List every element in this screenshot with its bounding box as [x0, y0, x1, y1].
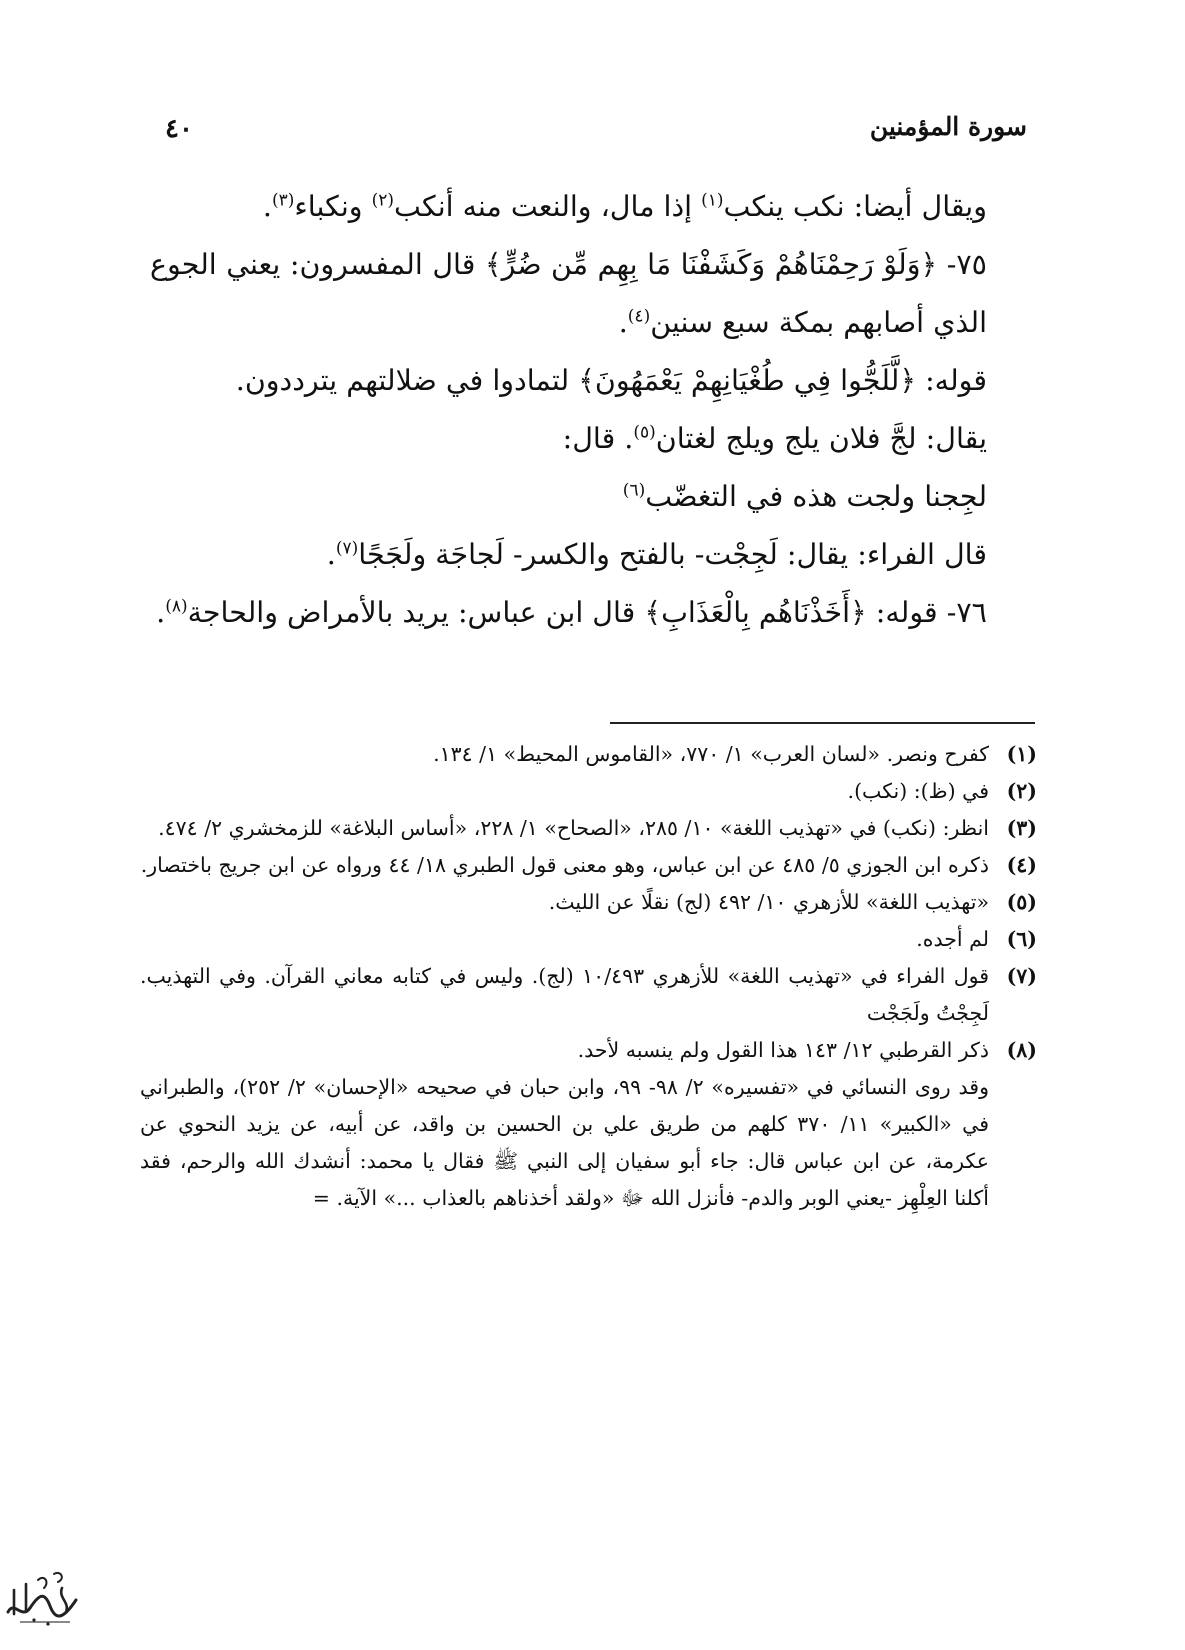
footnote	[140, 847, 1037, 884]
footnote-text: لم أجده.	[916, 927, 989, 951]
paragraph: يقال: لجَّ فلان يلج ويلج لغتان$^{(٥)}$. قال:	[562, 422, 987, 455]
main-text	[150, 178, 1035, 642]
paragraph: قال الفراء: يقال: لَجِجْت- بالفتح والكسر- لَجاجَة ولَجَجًا$^{(٧)}$.	[326, 538, 987, 571]
footnote	[140, 736, 1037, 773]
paragraph: ويقال أيضا: نكب ينكب$^{(١)}$ إذا مال، والنعت منه أنكب$^{(٢)}$ ونكباء$^{(٣)}$.	[262, 190, 987, 223]
footnote-ref[interactable]: (٤)	[627, 306, 651, 327]
continuation-mark: =	[312, 1186, 330, 1210]
footnote-number: (٣)	[1006, 816, 1037, 840]
footnote-text: «تهذيب اللغة» للأزهري ١٠/ ٤٩٢ (لج) نقلًا عن الليث.	[548, 890, 989, 914]
footnote-ref[interactable]: (٣)	[271, 190, 295, 211]
footnotes	[140, 736, 1037, 1217]
poetry-line: لجِجنا ولجت هذه في التغضّب$^{(٦)}$	[622, 480, 987, 513]
footnote-number: (٦)	[1006, 927, 1037, 951]
footnote-number: (٢)	[1006, 779, 1037, 803]
paragraph: ٧٥- ﴿وَلَوْ رَحِمْنَاهُمْ وَكَشَفْنَا مَا بِهِم مِّن ضُرٍّ﴾ قال المفسرون: يعني الجوع الذي أصابهم بمكة سبع سنين$^{(٤)}$.	[150, 248, 987, 339]
footnote-text: قول الفراء في «تهذيب اللغة» للأزهري ١٠/٤٩٣ (لج). وليس في كتابه معاني القرآن. وفي التهذيب. لَجِجْتُ ولَجَجْت	[140, 964, 990, 1025]
footnote-text: ذكره ابن الجوزي ٥/ ٤٨٥ عن ابن عباس، وهو معنى قول الطبري ١٨/ ٤٤ ورواه عن ابن جريج باختصار.	[140, 853, 989, 877]
footnote-ref[interactable]: (٢)	[371, 190, 395, 211]
footnote	[140, 810, 1037, 847]
footnote-text: في (ظ): (نكب).	[847, 779, 989, 803]
footnote-number: (١)	[1006, 742, 1037, 766]
footnote	[140, 773, 1037, 810]
footnote-ref[interactable]: (٨)	[165, 596, 188, 617]
footnote-continuation: وقد روى النسائي في «تفسيره» ٢/ ٩٨- ٩٩، وابن حبان في صحيحه «الإحسان» ٢/ ٢٥٢)، والطبراني في «الكبير» ١١/ ٣٧٠ كلهم من طريق علي بن الحسين بن واقد، عن أبيه، عن يزيد النحوي عن عكرمة، عن ابن عباس قال: جاء أبو سفيان إلى النبي ﷺ فقال يا محمد: أنشدك الله والرحم، فقد أكلنا العِلْهِز -يعني الوبر والدم- فأنزل الله ﷻ «ولقد أخذناهم بالعذاب ...» الآية. =	[140, 1069, 1037, 1217]
footnote-number: (٨)	[1006, 1038, 1037, 1062]
verse-number: ٧٦-	[946, 596, 987, 629]
footnote-text: ذكر القرطبي ١٢/ ١٤٣ هذا القول ولم ينسبه لأحد.	[577, 1038, 989, 1062]
page-title: سورة المؤمنين	[869, 112, 1027, 141]
footnote-ref[interactable]: (٥)	[633, 422, 656, 443]
footnote	[140, 921, 1037, 958]
publisher-logo-icon	[0, 1560, 85, 1632]
footnote-ref[interactable]: (٦)	[622, 480, 646, 501]
footnote-number: (٤)	[1006, 853, 1037, 877]
footnote-divider	[610, 722, 1035, 724]
page-header	[165, 112, 1027, 152]
footnote-text: كفرح ونصر. «لسان العرب» ١/ ٧٧٠، «القاموس المحيط» ١/ ١٣٤.	[433, 742, 989, 766]
footnote	[140, 884, 1037, 921]
footnote-ref[interactable]: (١)	[701, 190, 724, 211]
footnote-number: (٧)	[1006, 964, 1037, 988]
paragraph: قوله: ﴿لَّلَجُّوا فِي طُغْيَانِهِمْ يَعْمَهُونَ﴾ لتمادوا في ضلالتهم يترددون.	[235, 364, 987, 397]
verse-number: ٧٥-	[946, 248, 987, 281]
footnote-text: انظر: (نكب) في «تهذيب اللغة» ١٠/ ٢٨٥، «الصحاح» ١/ ٢٢٨، «أساس البلاغة» للزمخشري ٢/ ٤٧٤.	[158, 816, 989, 840]
footnote-number: (٥)	[1006, 890, 1037, 914]
paragraph: ٧٦- قوله: ﴿أَخَذْنَاهُم بِالْعَذَابِ﴾ قال ابن عباس: يريد بالأمراض والحاجة$^{(٨)}$.	[156, 596, 987, 629]
footnote	[140, 1032, 1037, 1069]
page-number: ٤٠	[165, 114, 193, 144]
footnote-ref[interactable]: (٧)	[335, 538, 359, 559]
quran-quote: ﴿أَخَذْنَاهُم بِالْعَذَابِ﴾	[644, 596, 867, 629]
footnote	[140, 958, 1037, 1032]
quran-quote: ﴿وَلَوْ رَحِمْنَاهُمْ وَكَشَفْنَا مَا بِهِم مِّن ضُرٍّ﴾	[484, 248, 938, 281]
quran-quote: ﴿لَّلَجُّوا فِي طُغْيَانِهِمْ يَعْمَهُونَ﴾	[578, 364, 917, 397]
